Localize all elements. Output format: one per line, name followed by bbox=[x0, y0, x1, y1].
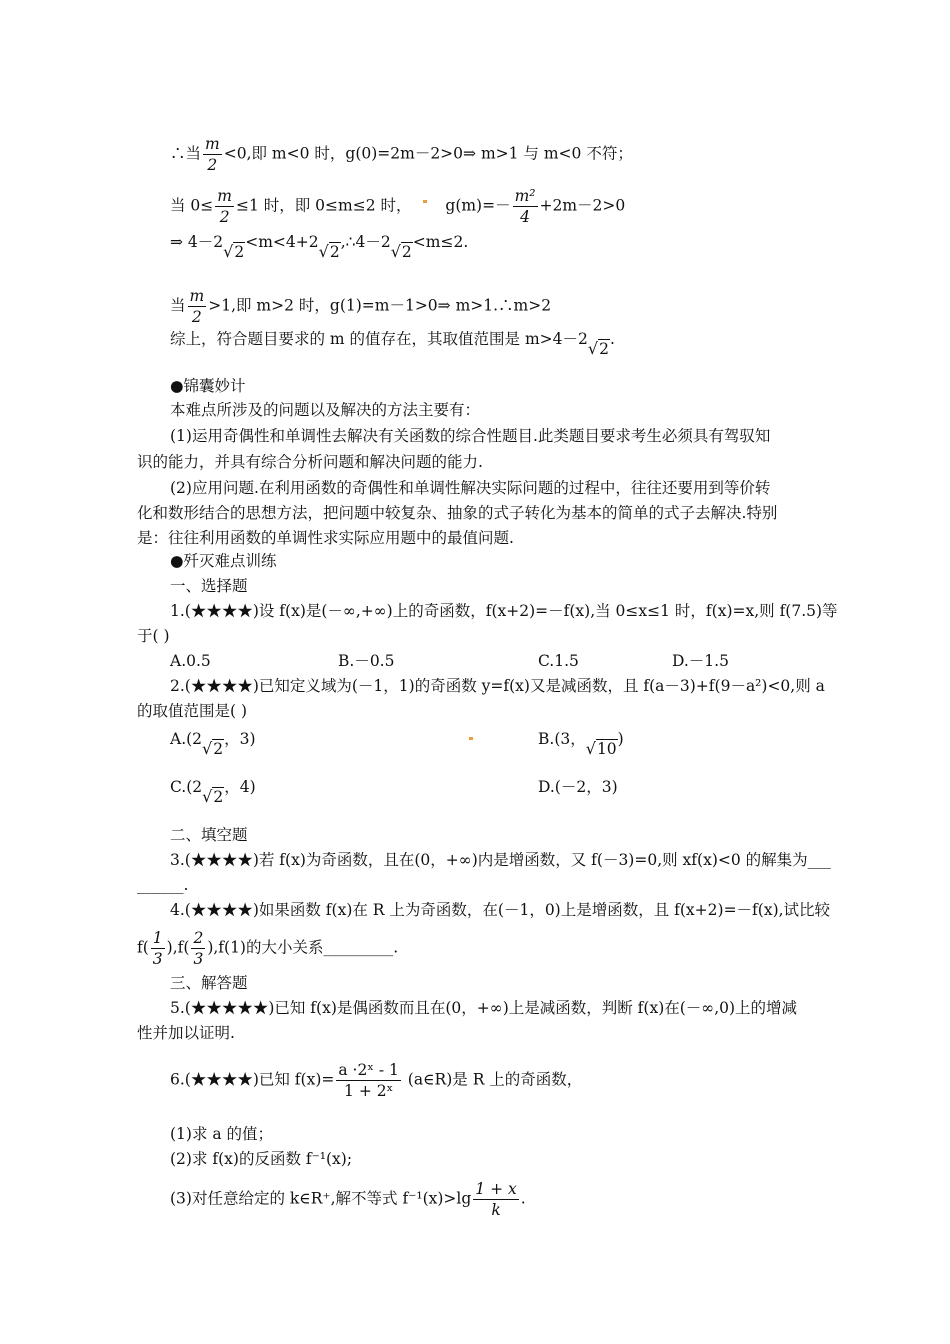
fraction: $\frac{m}{2}$ bbox=[205, 135, 220, 174]
sqrt: √2 bbox=[587, 339, 609, 358]
text: <m<4+2 bbox=[245, 233, 319, 251]
solution-case-3 bbox=[170, 286, 820, 327]
q2-option-b: B.(3，√10) bbox=[538, 727, 624, 761]
tips-p1-line1: (1)运用奇偶性和单调性去解决有关函数的综合性题目.此类题目要求考生必须具有驾驭知 bbox=[170, 427, 771, 445]
text: g(m)=－ bbox=[445, 196, 511, 215]
q1-option-d: D.－1.5 bbox=[672, 652, 729, 670]
solution-conclusion bbox=[170, 327, 820, 361]
q2-option-c: C.(2√2，4) bbox=[170, 775, 256, 809]
fraction: $\frac{1}{3}$ bbox=[152, 929, 163, 968]
text: ∴当 bbox=[170, 144, 202, 163]
q2-option-d: D.(－2，3) bbox=[538, 778, 618, 796]
q2-line2: 的取值范围是( ) bbox=[137, 702, 248, 720]
q3-line2: ______. bbox=[137, 876, 189, 894]
q5-line1: 5.(★★★★★)已知 f(x)是偶函数而且在(0，+∞)上是减函数，判断 f(x)在(－∞,0)上的增减 bbox=[170, 999, 798, 1017]
sqrt: √2 bbox=[202, 739, 224, 758]
sqrt: √2 bbox=[390, 242, 412, 261]
sqrt: √10 bbox=[585, 739, 617, 758]
text: ,∴4－2 bbox=[340, 233, 391, 251]
text: 当 0≤ bbox=[170, 196, 214, 215]
solution-case-1 bbox=[170, 134, 820, 175]
q4-line1: 4.(★★★★)如果函数 f(x)在 R 上为奇函数，在(－1，0)上是增函数，且 f(x+2)=－f(x),试比较 bbox=[170, 901, 831, 919]
text: 当 bbox=[170, 296, 186, 315]
q1-line2: 于( ) bbox=[137, 627, 170, 645]
sqrt: √2 bbox=[223, 242, 245, 261]
q5-line2: 性并加以证明. bbox=[137, 1024, 235, 1042]
text: >1,即 m>2 时，g(1)=m－1>0⇒ m>1.∴m>2 bbox=[208, 296, 552, 315]
section-choice: 一、选择题 bbox=[170, 577, 248, 595]
fraction: $\frac{m}{2}$ bbox=[189, 287, 205, 326]
q1-option-b: B.－0.5 bbox=[338, 652, 395, 670]
q3-line1: 3.(★★★★)若 f(x)为奇函数，且在(0，+∞)内是增函数，又 f(－3)=0,则 xf(x)<0 的解集为___ bbox=[170, 851, 831, 869]
fraction: $\frac{m}{2}$ bbox=[217, 187, 232, 226]
q6-part2: (2)求 f(x)的反函数 f⁻¹(x); bbox=[170, 1150, 353, 1168]
text: ≤1 时，即 0≤m≤2 时， bbox=[235, 196, 412, 215]
q6-stem: 6.(★★★★)已知 f(x)= $\frac{\text{a ·2ˣ - 1}}{\text{1 + 2ˣ}}$ (a∈R)是 R 上的奇函数， bbox=[170, 1061, 583, 1100]
q4-line2: f( $\frac{1}{3}$ ),f( $\frac{2}{3}$ ),f(1)的大小关系_________. bbox=[137, 929, 399, 968]
q1-option-a: A.0.5 bbox=[170, 652, 211, 670]
q6-part3: (3)对任意给定的 k∈R⁺,解不等式 f⁻¹(x)>lg $\frac{1 + x}{k}$ . bbox=[170, 1180, 526, 1219]
solution-case-2 bbox=[170, 186, 820, 227]
q1-option-c: C.1.5 bbox=[538, 652, 579, 670]
section-fill: 二、填空题 bbox=[170, 826, 248, 844]
text: +2m－2>0 bbox=[539, 196, 626, 215]
q1-line1: 1.(★★★★)设 f(x)是(－∞,+∞)上的奇函数，f(x+2)=－f(x),当 0≤x≤1 时，f(x)=x,则 f(7.5)等 bbox=[170, 602, 838, 620]
text: 综上，符合题目要求的 m 的值存在，其取值范围是 m>4－2 bbox=[170, 330, 588, 348]
tips-intro: 本难点所涉及的问题以及解决的方法主要有： bbox=[170, 401, 481, 419]
text: <m≤2. bbox=[412, 233, 469, 251]
q6-part1: (1)求 a 的值； bbox=[170, 1125, 274, 1143]
decorative-mark bbox=[469, 737, 473, 740]
sqrt: √2 bbox=[202, 787, 224, 806]
fraction: $\frac{\text{m²}}{4}$ bbox=[514, 187, 536, 226]
q2-option-a: A.(2√2，3) bbox=[170, 727, 256, 761]
tips-p2-line2: 化和数形结合的思想方法，把问题中较复杂、抽象的式子转化为基本的简单的式子去解决.特别 bbox=[137, 504, 778, 522]
tips-p2-line3: 是：往往利用函数的单调性求实际应用题中的最值问题. bbox=[137, 529, 514, 547]
text: . bbox=[609, 330, 615, 348]
train-heading: ●歼灭难点训练 bbox=[170, 552, 277, 570]
solution-case-2-result bbox=[170, 230, 820, 264]
section-answer: 三、解答题 bbox=[170, 974, 248, 992]
tips-p1-line2: 识的能力，并具有综合分析问题和解决问题的能力. bbox=[137, 453, 483, 471]
sqrt: √2 bbox=[318, 242, 340, 261]
q2-line1: 2.(★★★★)已知定义域为(－1，1)的奇函数 y=f(x)又是减函数，且 f(a－3)+f(9－a²)<0,则 a bbox=[170, 677, 825, 695]
tips-heading: ●锦囊妙计 bbox=[170, 377, 246, 395]
decorative-mark bbox=[423, 200, 427, 203]
fraction: $\frac{1 + x}{k}$ bbox=[475, 1180, 517, 1219]
text: ⇒ 4－2 bbox=[170, 233, 224, 251]
fraction: $\frac{\text{a ·2ˣ - 1}}{\text{1 + 2ˣ}}$ bbox=[338, 1061, 399, 1100]
text: <0,即 m<0 时，g(0)=2m－2>0⇒ m>1 与 m<0 不符； bbox=[223, 144, 633, 163]
fraction: $\frac{2}{3}$ bbox=[193, 929, 204, 968]
tips-p2-line1: (2)应用问题.在利用函数的奇偶性和单调性解决实际问题的过程中，往往还要用到等价转 bbox=[170, 479, 771, 497]
